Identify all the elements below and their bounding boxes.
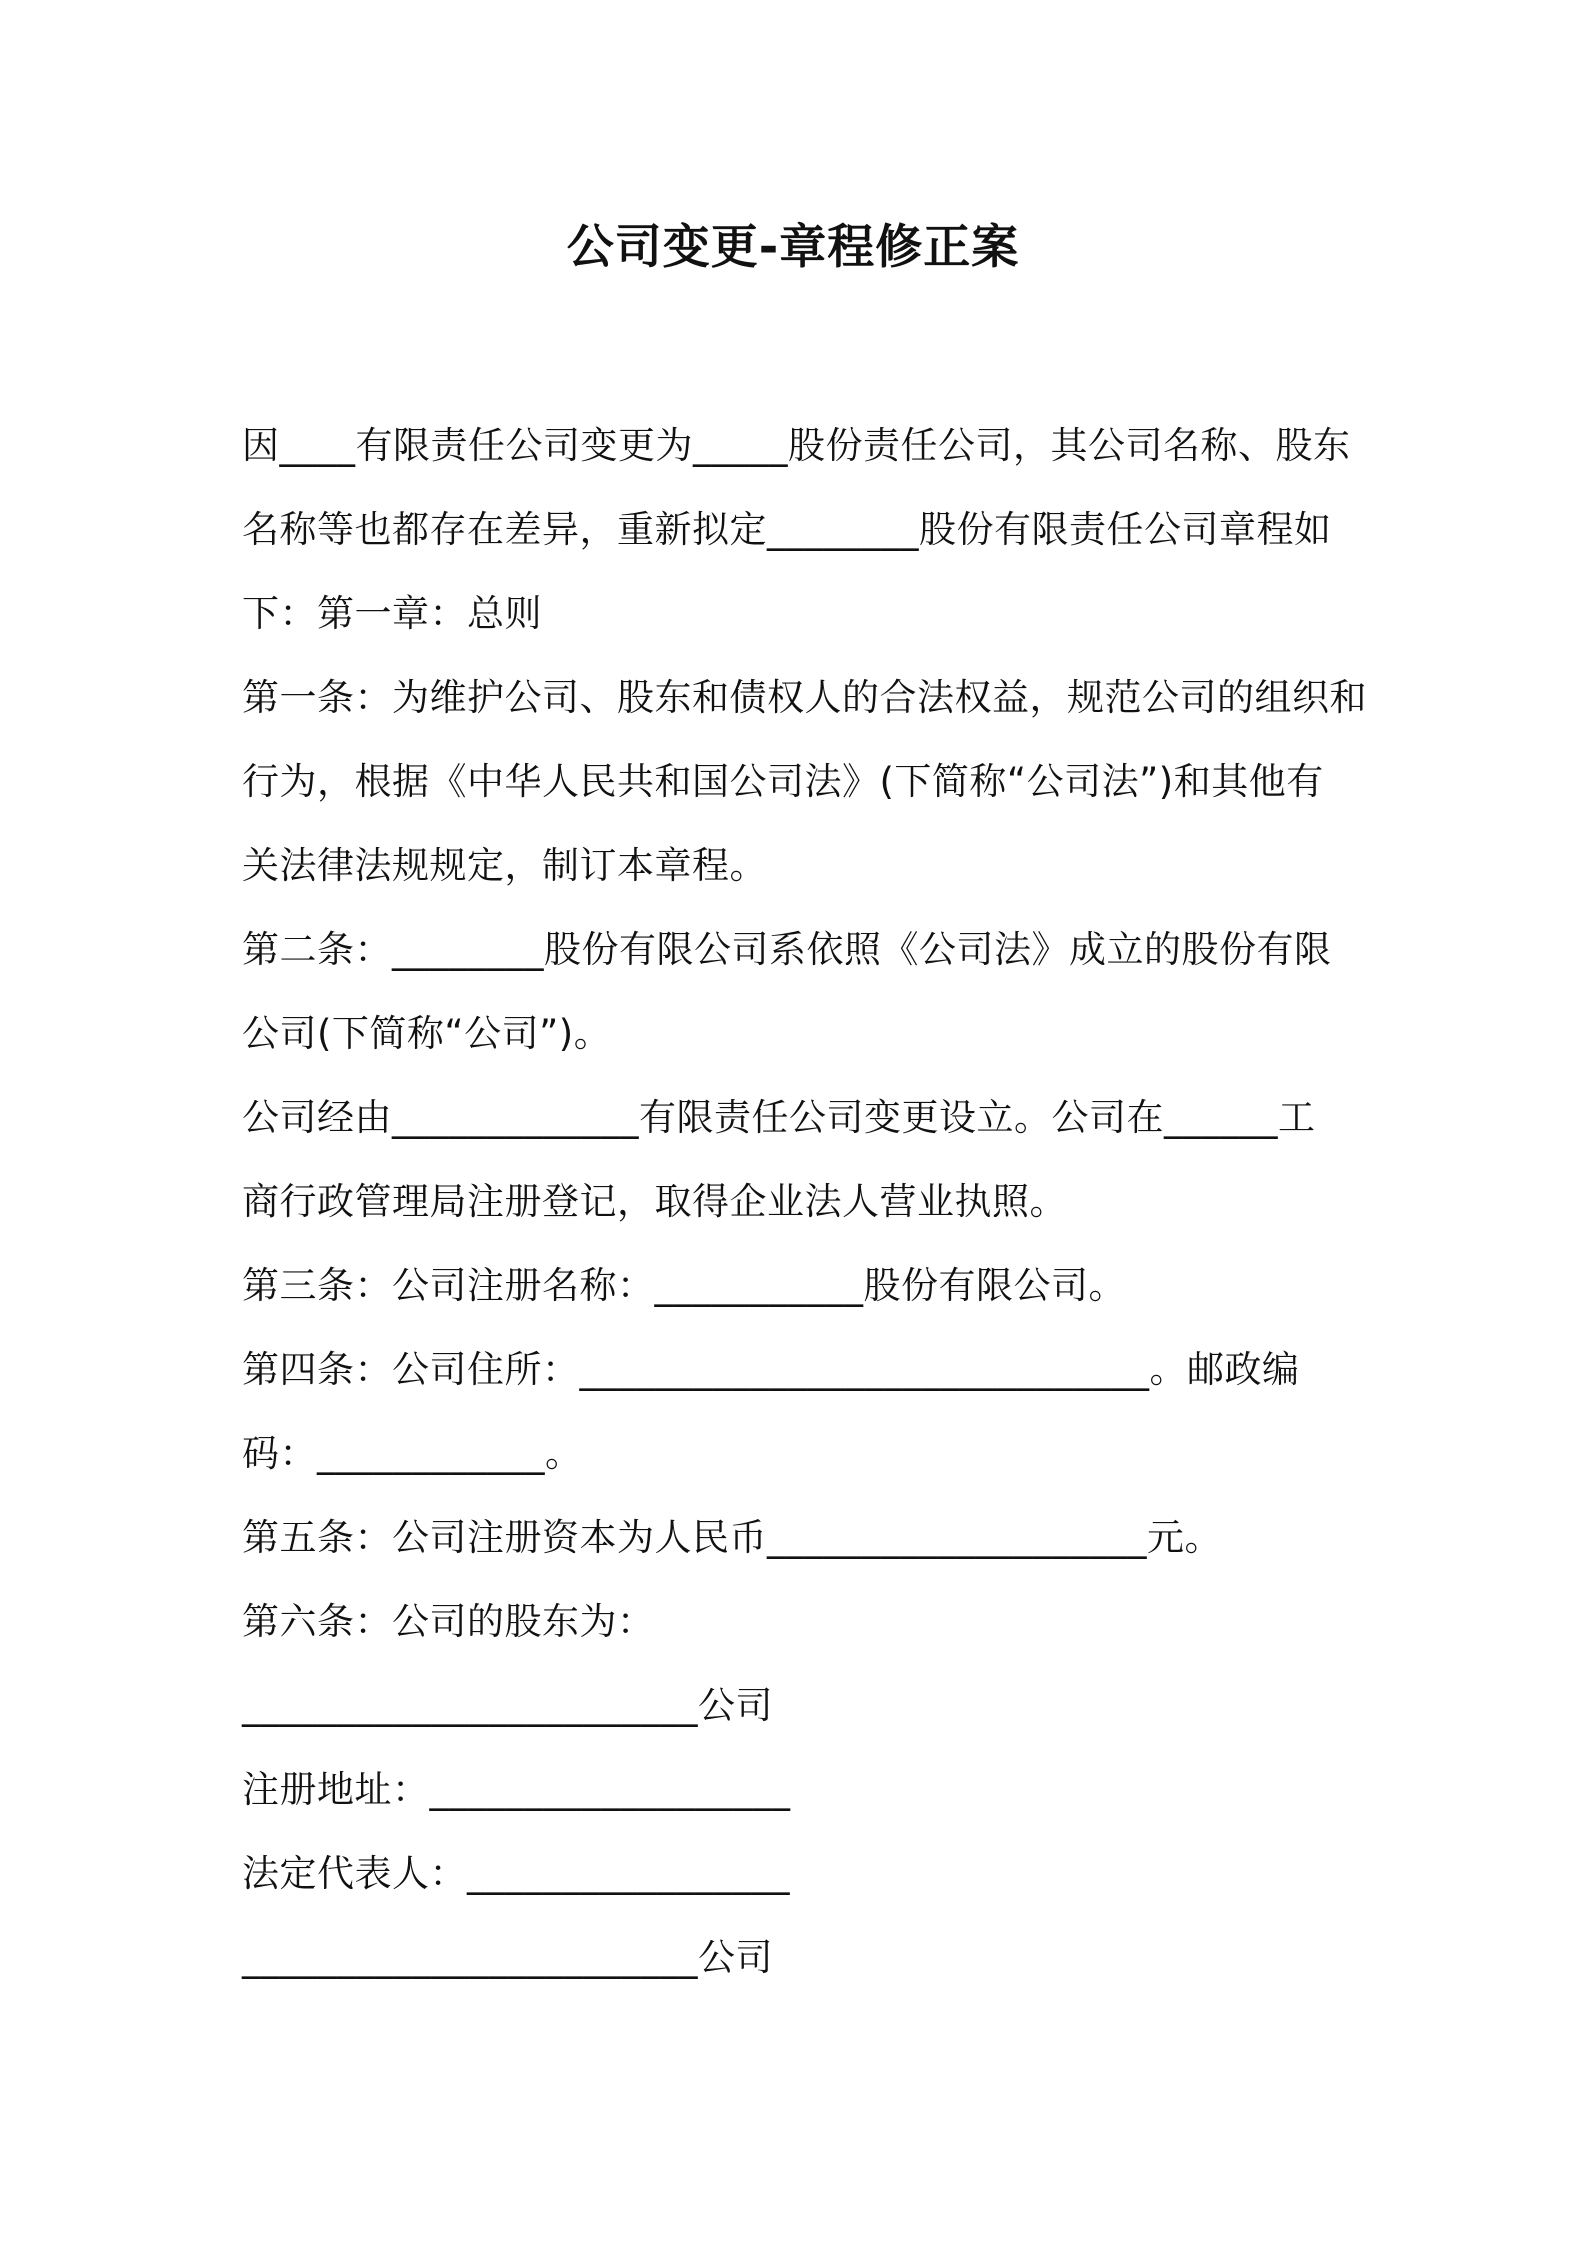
body-line: 法定代表人：_________________	[242, 1852, 790, 1895]
body-line: 第三条：公司注册名称：___________股份有限公司。	[242, 1264, 1126, 1307]
body-line: 因____有限责任公司变更为_____股份责任公司，其公司名称、股东	[242, 424, 1351, 467]
body-line: 公司(下简称“公司”)。	[242, 1012, 612, 1055]
body-line: ________________________公司	[242, 1684, 773, 1727]
body-line: 第六条：公司的股东为：	[242, 1600, 655, 1643]
body-line: 下：第一章：总则	[242, 592, 542, 635]
body-line: 第五条：公司注册资本为人民币____________________元。	[242, 1516, 1222, 1559]
document-body	[242, 404, 1367, 2000]
body-line: 第一条：为维护公司、股东和债权人的合法权益，规范公司的组织和	[242, 676, 1367, 719]
body-line: 第四条：公司住所：______________________________。邮政编	[242, 1348, 1300, 1391]
body-line: 关法律法规规定，制订本章程。	[242, 844, 767, 887]
body-line: ________________________公司	[242, 1936, 773, 1979]
body-line: 第二条：________股份有限公司系依照《公司法》成立的股份有限	[242, 928, 1332, 971]
body-line: 码：____________。	[242, 1432, 583, 1475]
body-line: 行为，根据《中华人民共和国公司法》(下简称“公司法”)和其他有	[242, 760, 1324, 803]
body-line: 商行政管理局注册登记，取得企业法人营业执照。	[242, 1180, 1067, 1223]
body-line: 注册地址：___________________	[242, 1768, 791, 1811]
body-line: 公司经由_____________有限责任公司变更设立。公司在______工	[242, 1096, 1316, 1139]
body-line: 名称等也都存在差异，重新拟定________股份有限责任公司章程如	[242, 508, 1332, 551]
document-title: 公司变更-章程修正案	[566, 220, 1020, 275]
